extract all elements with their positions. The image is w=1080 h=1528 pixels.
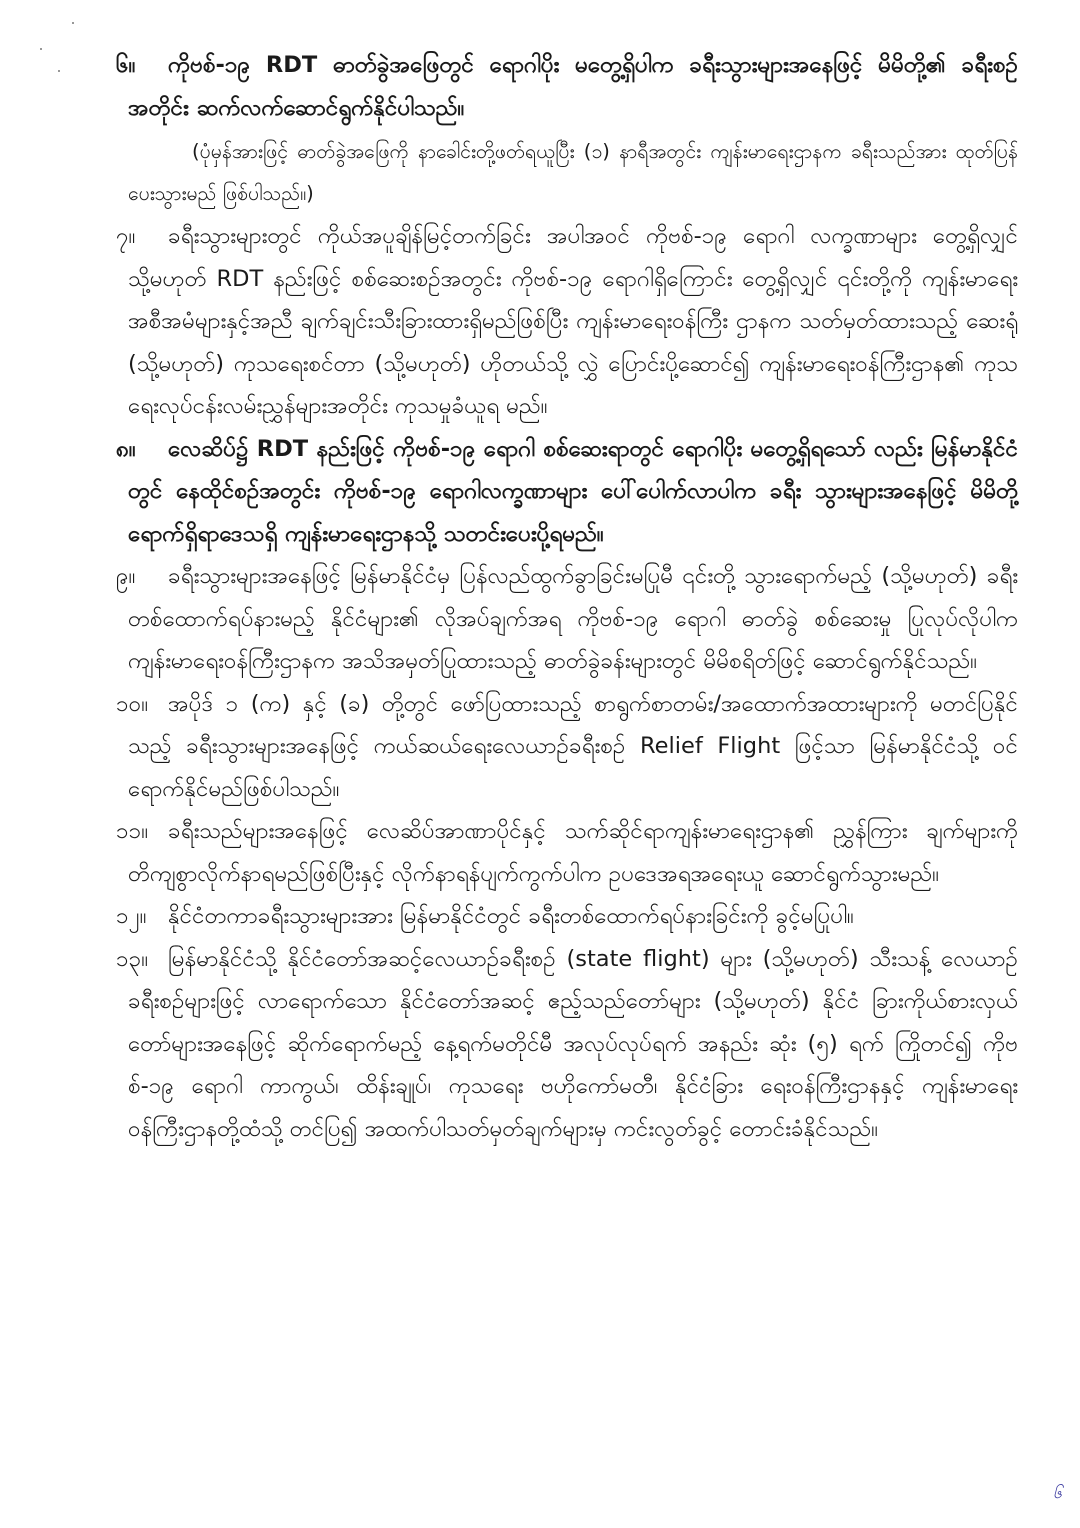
paragraph-text: အပိုဒ် ၁ (က) နှင့် (ခ) တို့တွင် ဖော်ပြထားသည့် စာရွက်စာတမ်း/အထောက်အထားများကို မတင်ပြနိုင်သည့် ခရီးသွားများအနေဖြင့် ကယ်ဆယ်ရေးလေယာဉ်ခရီးစဉ် Relief Flight ဖြင့်သာ မြန်မာနိုင်ငံသို့ ဝင်ရောက်နိုင်မည်ဖြစ်ပါသည်။ xyxy=(128,690,1018,802)
page-mark: ၆ xyxy=(1053,1483,1062,1502)
paragraph-number: ၁၂။ xyxy=(116,903,147,929)
paragraph-text: ခရီးသွားများတွင် ကိုယ်အပူချိန်မြင့်တက်ခြင်း အပါအဝင် ကိုဗစ်-၁၉ ရောဂါ လက္ခဏာများ တွေ့ရှိလျှင် သို့မဟုတ် RDT နည်းဖြင့် စစ်ဆေးစဉ်အတွင်း ကိုဗစ်-၁၉ ရောဂါရှိကြောင်း တွေ့ရှိလျှင် ၎င်းတို့ကို ကျန်းမာရေးအစီအမံများနှင့်အညီ ချက်ချင်းသီးခြားထားရှိမည်ဖြစ်ပြီး ကျန်းမာရေးဝန်ကြီး ဌာနက သတ်မှတ်ထားသည့် ဆေးရုံ (သို့မဟုတ်) ကုသရေးစင်တာ (သို့မဟုတ်) ဟိုတယ်သို့ လွှဲ ပြောင်းပို့ဆောင်၍ ကျန်းမာရေးဝန်ကြီးဌာန၏ ကုသရေးလုပ်ငန်းလမ်းညွှန်များအတိုင်း ကုသမှုခံယူရ မည်။ xyxy=(128,223,1018,419)
paragraph-number: ၇။ xyxy=(116,223,136,249)
scan-speck xyxy=(40,48,42,50)
paragraph-number: ၁၃။ xyxy=(116,945,149,972)
paragraph-text: လေဆိပ်၌ RDT နည်းဖြင့် ကိုဗစ်-၁၉ ရောဂါ စစ်ဆေးရာတွင် ရောဂါပိုး မတွေ့ရှိရသော် လည်း မြန်မာနိုင်ငံတွင် နေထိုင်စဉ်အတွင်း ကိုဗစ်-၁၉ ရောဂါလက္ခဏာများ ပေါ်ပေါက်လာပါက ခရီး သွားများအနေဖြင့် မိမိတို့ရောက်ရှိရာဒေသရှိ ကျန်းမာရေးဌာနသို့ သတင်းပေးပို့ရမည်။ xyxy=(128,435,1018,547)
paragraph-8 xyxy=(116,428,1018,556)
scan-speck xyxy=(72,22,74,24)
paragraph-number: ၁၁။ xyxy=(116,818,149,844)
paragraph-text: ခရီးသည်များအနေဖြင့် လေဆိပ်အာဏာပိုင်နှင့် သက်ဆိုင်ရာကျန်းမာရေးဌာန၏ ညွှန်ကြား ချက်များကို တိကျစွာလိုက်နာရမည်ဖြစ်ပြီးနှင့် လိုက်နာရန်ပျက်ကွက်ပါက ဥပဒေအရအရေးယူ ဆောင်ရွက်သွားမည်။ xyxy=(128,818,1018,887)
paragraph-6-note xyxy=(128,131,1018,215)
paragraph-number: ၉။ xyxy=(116,563,136,589)
paragraph-number: ၁၀။ xyxy=(116,690,149,717)
paragraph-number: ၆။ xyxy=(116,52,136,78)
paragraph-text: (ပုံမှန်အားဖြင့် ဓာတ်ခွဲအဖြေကို နာခေါင်းတို့ဖတ်ရယူပြီး (၁) နာရီအတွင်း ကျန်းမာရေးဌာနက ခရီးသည်အား ထုတ်ပြန်ပေးသွားမည် ဖြစ်ပါသည်။) xyxy=(128,140,1018,205)
paragraph-text: ခရီးသွားများအနေဖြင့် မြန်မာနိုင်ငံမှ ပြန်လည်ထွက်ခွာခြင်းမပြုမီ ၎င်းတို့ သွားရောက်မည့် (သို့မဟုတ်) ခရီးတစ်ထောက်ရပ်နားမည့် နိုင်ငံများ၏ လိုအပ်ချက်အရ ကိုဗစ်-၁၉ ရောဂါ ဓာတ်ခွဲ စစ်ဆေးမှု ပြုလုပ်လိုပါက ကျန်းမာရေးဝန်ကြီးဌာနက အသိအမှတ်ပြုထားသည့် ဓာတ်ခွဲခန်းများတွင် မိမိစရိတ်ဖြင့် ဆောင်ရွက်နိုင်သည်။ xyxy=(128,563,1018,674)
paragraph-text: ကိုဗစ်-၁၉ RDT ဓာတ်ခွဲအဖြေတွင် ရောဂါပိုး မတွေ့ရှိပါက ခရီးသွားများအနေဖြင့် မိမိတို့၏ ခရီးစဉ်အတိုင်း ဆက်လက်ဆောင်ရွက်နိုင်ပါသည်။ xyxy=(128,52,1018,121)
paragraph-text: နိုင်ငံတကာခရီးသွားများအား မြန်မာနိုင်ငံတွင် ခရီးတစ်ထောက်ရပ်နားခြင်းကို ခွင့်မပြုပါ။ xyxy=(168,903,854,929)
paragraph-7 xyxy=(116,215,1018,428)
paragraph-11 xyxy=(116,810,1018,895)
paragraph-10 xyxy=(116,683,1018,811)
paragraph-9 xyxy=(116,555,1018,683)
paragraph-number: ၈။ xyxy=(116,435,136,462)
paragraph-text: မြန်မာနိုင်ငံသို့ နိုင်ငံတော်အဆင့်လေယာဉ်ခရီးစဉ် (state flight) များ (သို့မဟုတ်) သီးသန့် လေယာဉ်ခရီးစဉ်များဖြင့် လာရောက်သော နိုင်ငံတော်အဆင့် ဧည့်သည်တော်များ (သို့မဟုတ်) နိုင်ငံ ခြားကိုယ်စားလှယ်တော်များအနေဖြင့် ဆိုက်ရောက်မည့် နေ့ရက်မတိုင်မီ အလုပ်လုပ်ရက် အနည်း ဆုံး (၅) ရက် ကြိုတင်၍ ကိုဗစ်-၁၉ ရောဂါ ကာကွယ်၊ ထိန်းချုပ်၊ ကုသရေး ဗဟိုကော်မတီ၊ နိုင်ငံခြား ရေးဝန်ကြီးဌာနနှင့် ကျန်းမာရေးဝန်ကြီးဌာနတို့ထံသို့ တင်ပြ၍ အထက်ပါသတ်မှတ်ချက်များမှ ကင်းလွတ်ခွင့် တောင်းခံနိုင်သည်။ xyxy=(128,945,1018,1142)
paragraph-13 xyxy=(116,938,1018,1151)
paragraph-6 xyxy=(116,44,1018,129)
paragraph-12 xyxy=(116,895,1018,938)
scan-speck xyxy=(58,70,60,72)
